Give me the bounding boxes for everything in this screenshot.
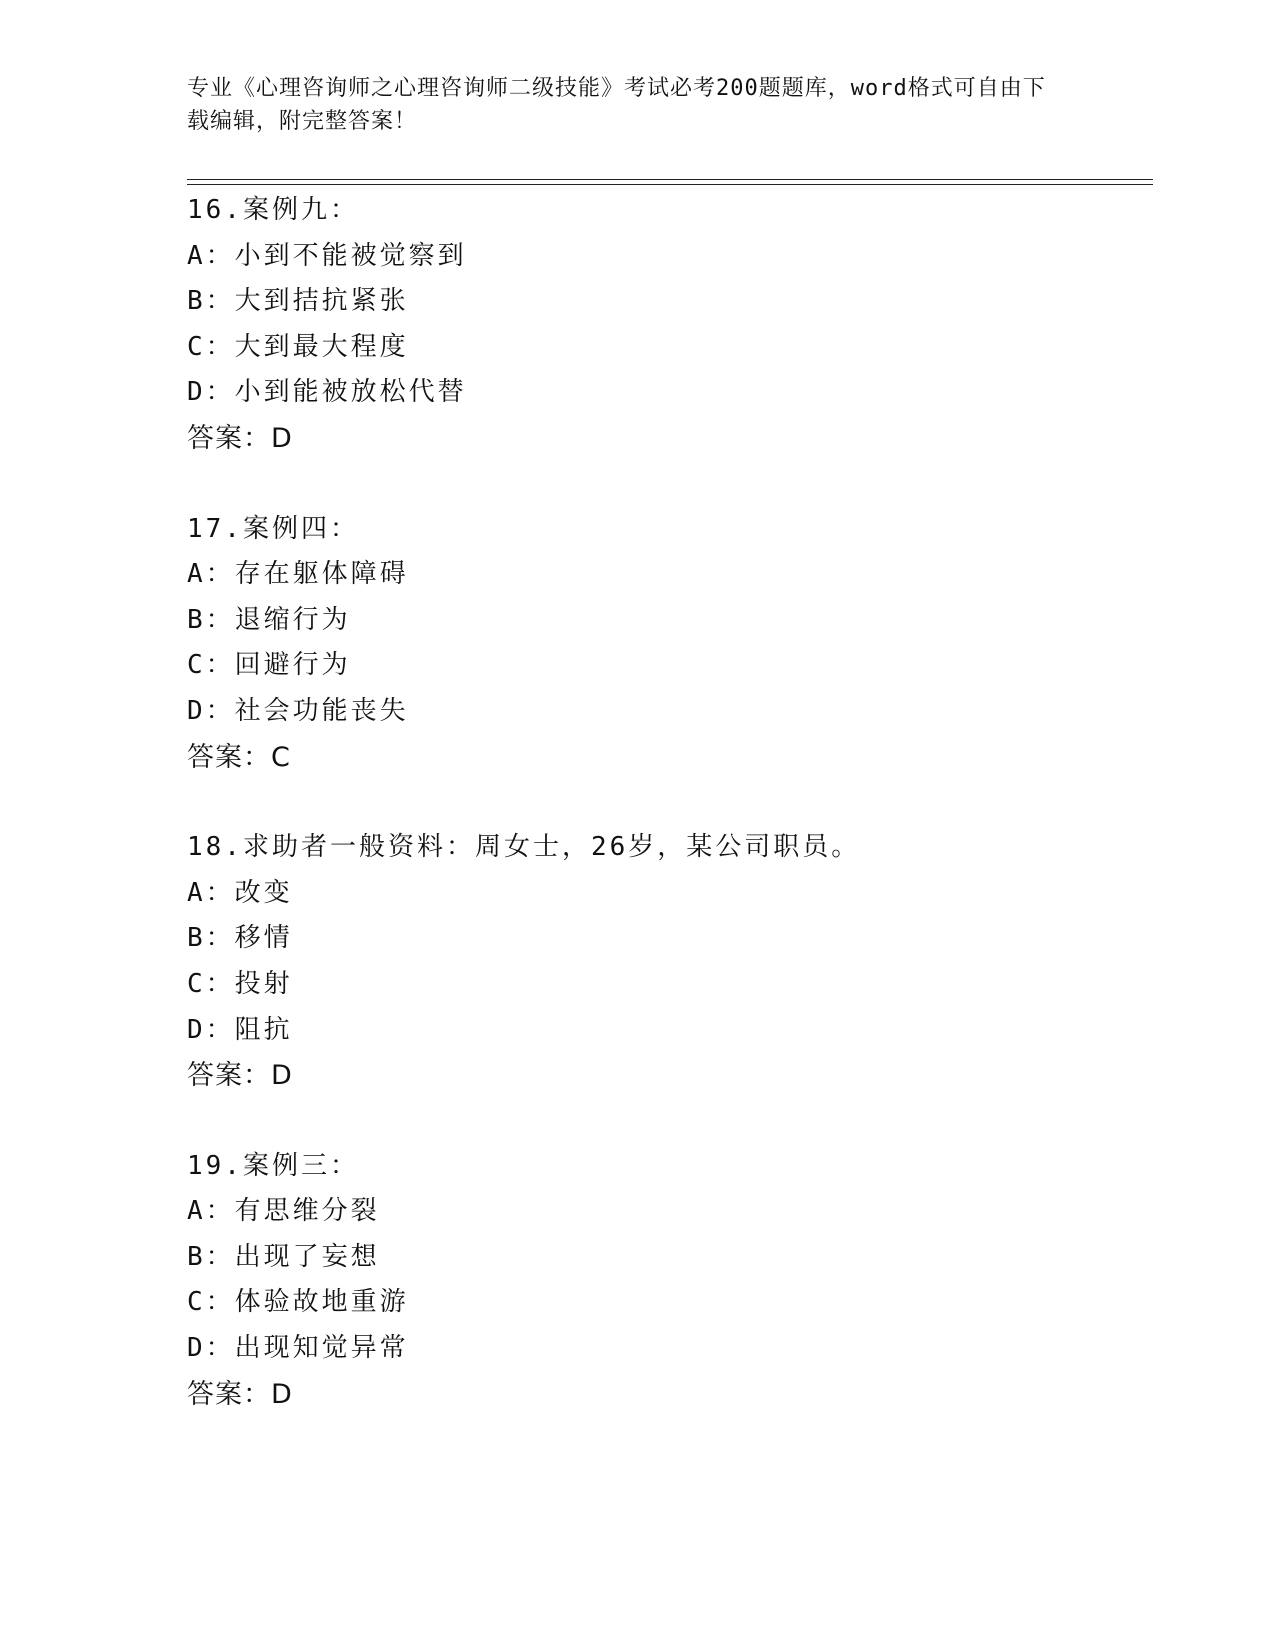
option-c: C：投射 [187,968,293,999]
header-divider-top [187,179,1153,180]
question-stem: 16.案例九： [187,195,359,225]
option-d: D：社会功能丧失 [187,695,409,726]
option-b: B：移情 [187,923,293,954]
option-a: A：改变 [187,877,293,908]
header-divider-bottom [187,184,1153,185]
answer-label: 答案：D [187,422,293,454]
answer-label: 答案：D [187,1378,293,1410]
question-stem: 19.案例三： [187,1150,359,1181]
answer-label: 答案：D [187,1060,293,1092]
option-c: C：体验故地重游 [187,1287,409,1318]
document-header: 专业《心理咨询师之心理咨询师二级技能》考试必考200题题库，word格式可自由下载编辑，附完整答案！ [187,76,1046,134]
option-a: A：小到不能被觉察到 [187,240,467,271]
question-17 [187,507,1153,781]
question-list [187,188,1153,1462]
question-stem: 18.求助者一般资料：周女士，26岁，某公司职员。 [187,832,861,863]
option-b: B：大到拮抗紧张 [187,286,409,317]
option-c: C：大到最大程度 [187,331,409,362]
question-stem: 17.案例四： [187,513,359,544]
option-d: D：阻抗 [187,1014,293,1045]
option-a: A：有思维分裂 [187,1196,380,1227]
option-c: C：回避行为 [187,650,351,681]
option-d: D：小到能被放松代替 [187,377,467,408]
question-16 [187,188,1153,462]
question-18 [187,825,1153,1099]
option-d: D：出现知觉异常 [187,1333,409,1364]
option-a: A：存在躯体障碍 [187,559,409,590]
option-b: B：出现了妄想 [187,1241,380,1272]
question-19 [187,1144,1153,1418]
option-b: B：退缩行为 [187,604,351,635]
answer-label: 答案：C [187,741,291,773]
